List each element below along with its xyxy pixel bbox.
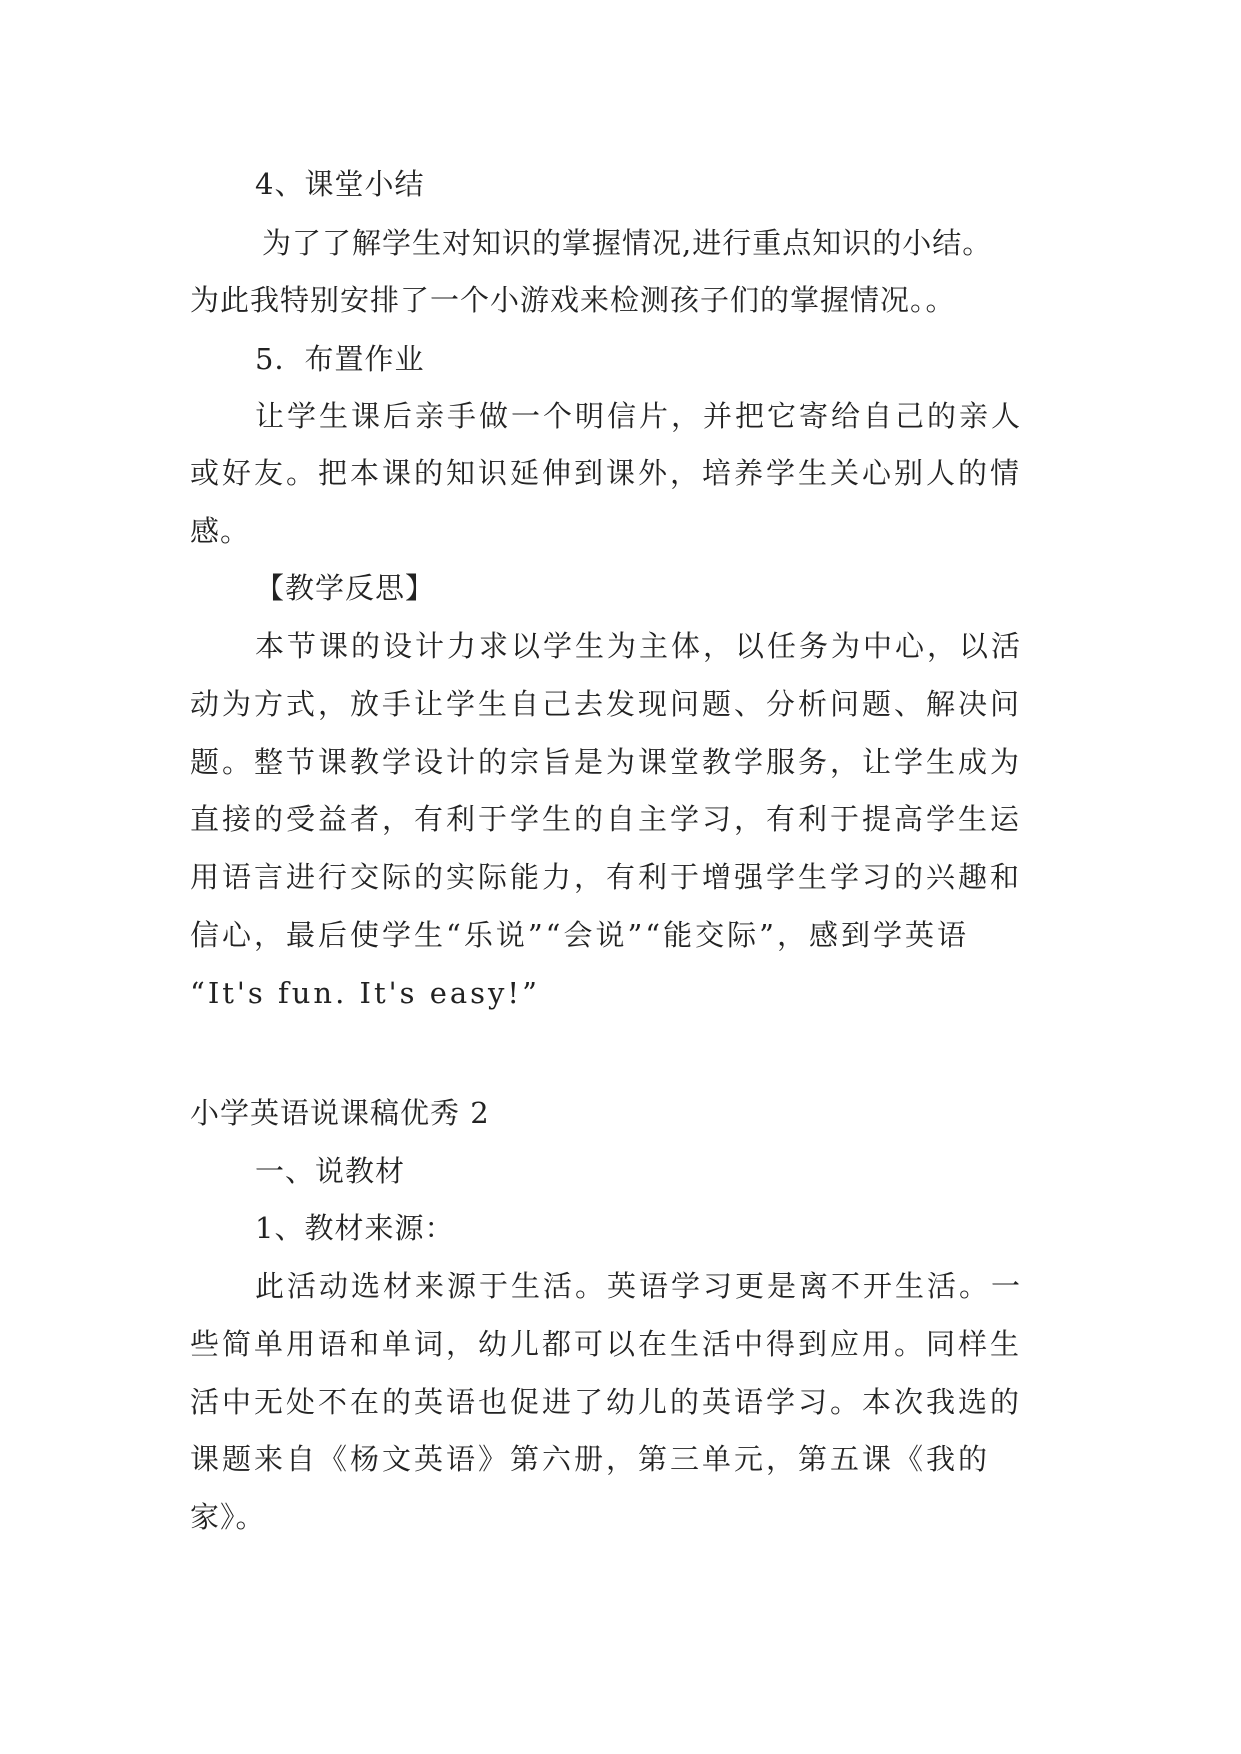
paragraph-line: 让学生课后亲手做一个明信片，并把它寄给自己的亲人 <box>255 399 1024 433</box>
paragraph-line: 题。整节课教学设计的宗旨是为课堂教学服务，让学生成为 <box>190 745 1023 779</box>
section-heading-source: 1、教材来源： <box>255 1211 455 1245</box>
paragraph-line: 感。 <box>190 514 251 548</box>
paragraph-line: 动为方式，放手让学生自己去发现问题、分析问题、解决问 <box>190 687 1023 721</box>
section-heading-textbook: 一、说教材 <box>255 1154 406 1188</box>
paragraph-line: 为此我特别安排了一个小游戏来检测孩子们的掌握情况。。 <box>190 283 956 317</box>
paragraph-line: 直接的受益者，有利于学生的自主学习，有利于提高学生运 <box>190 802 1023 836</box>
paragraph-line: 用语言进行交际的实际能力，有利于增强学生学习的兴趣和 <box>190 860 1023 894</box>
paragraph-line: 活中无处不在的英语也促进了幼儿的英语学习。本次我选的 <box>190 1385 1023 1419</box>
paragraph-line: 些简单用语和单词，幼儿都可以在生活中得到应用。同样生 <box>190 1327 1023 1361</box>
paragraph-line: 为了了解学生对知识的掌握情况,进行重点知识的小结。 <box>262 226 993 260</box>
paragraph-line: 此活动选材来源于生活。英语学习更是离不开生活。一 <box>255 1269 1024 1303</box>
article-title: 小学英语说课稿优秀 2 <box>190 1096 490 1130</box>
paragraph-line: 本节课的设计力求以学生为主体，以任务为中心，以活 <box>255 629 1024 663</box>
paragraph-line: 信心，最后使学生“乐说”“会说”“能交际”，感到学英语 <box>190 918 969 952</box>
paragraph-line: 或好友。把本课的知识延伸到课外，培养学生关心别人的情 <box>190 456 1023 490</box>
section-heading-reflection: 【教学反思】 <box>255 571 436 605</box>
section-heading-summary: 4、课堂小结 <box>255 167 425 201</box>
paragraph-line: 家》。 <box>190 1500 266 1534</box>
paragraph-line: 课题来自《杨文英语》第六册，第三单元，第五课《我的 <box>190 1442 991 1476</box>
paragraph-line: “It's fun. It's easy!” <box>190 976 540 1010</box>
section-heading-homework: 5．布置作业 <box>255 342 425 376</box>
